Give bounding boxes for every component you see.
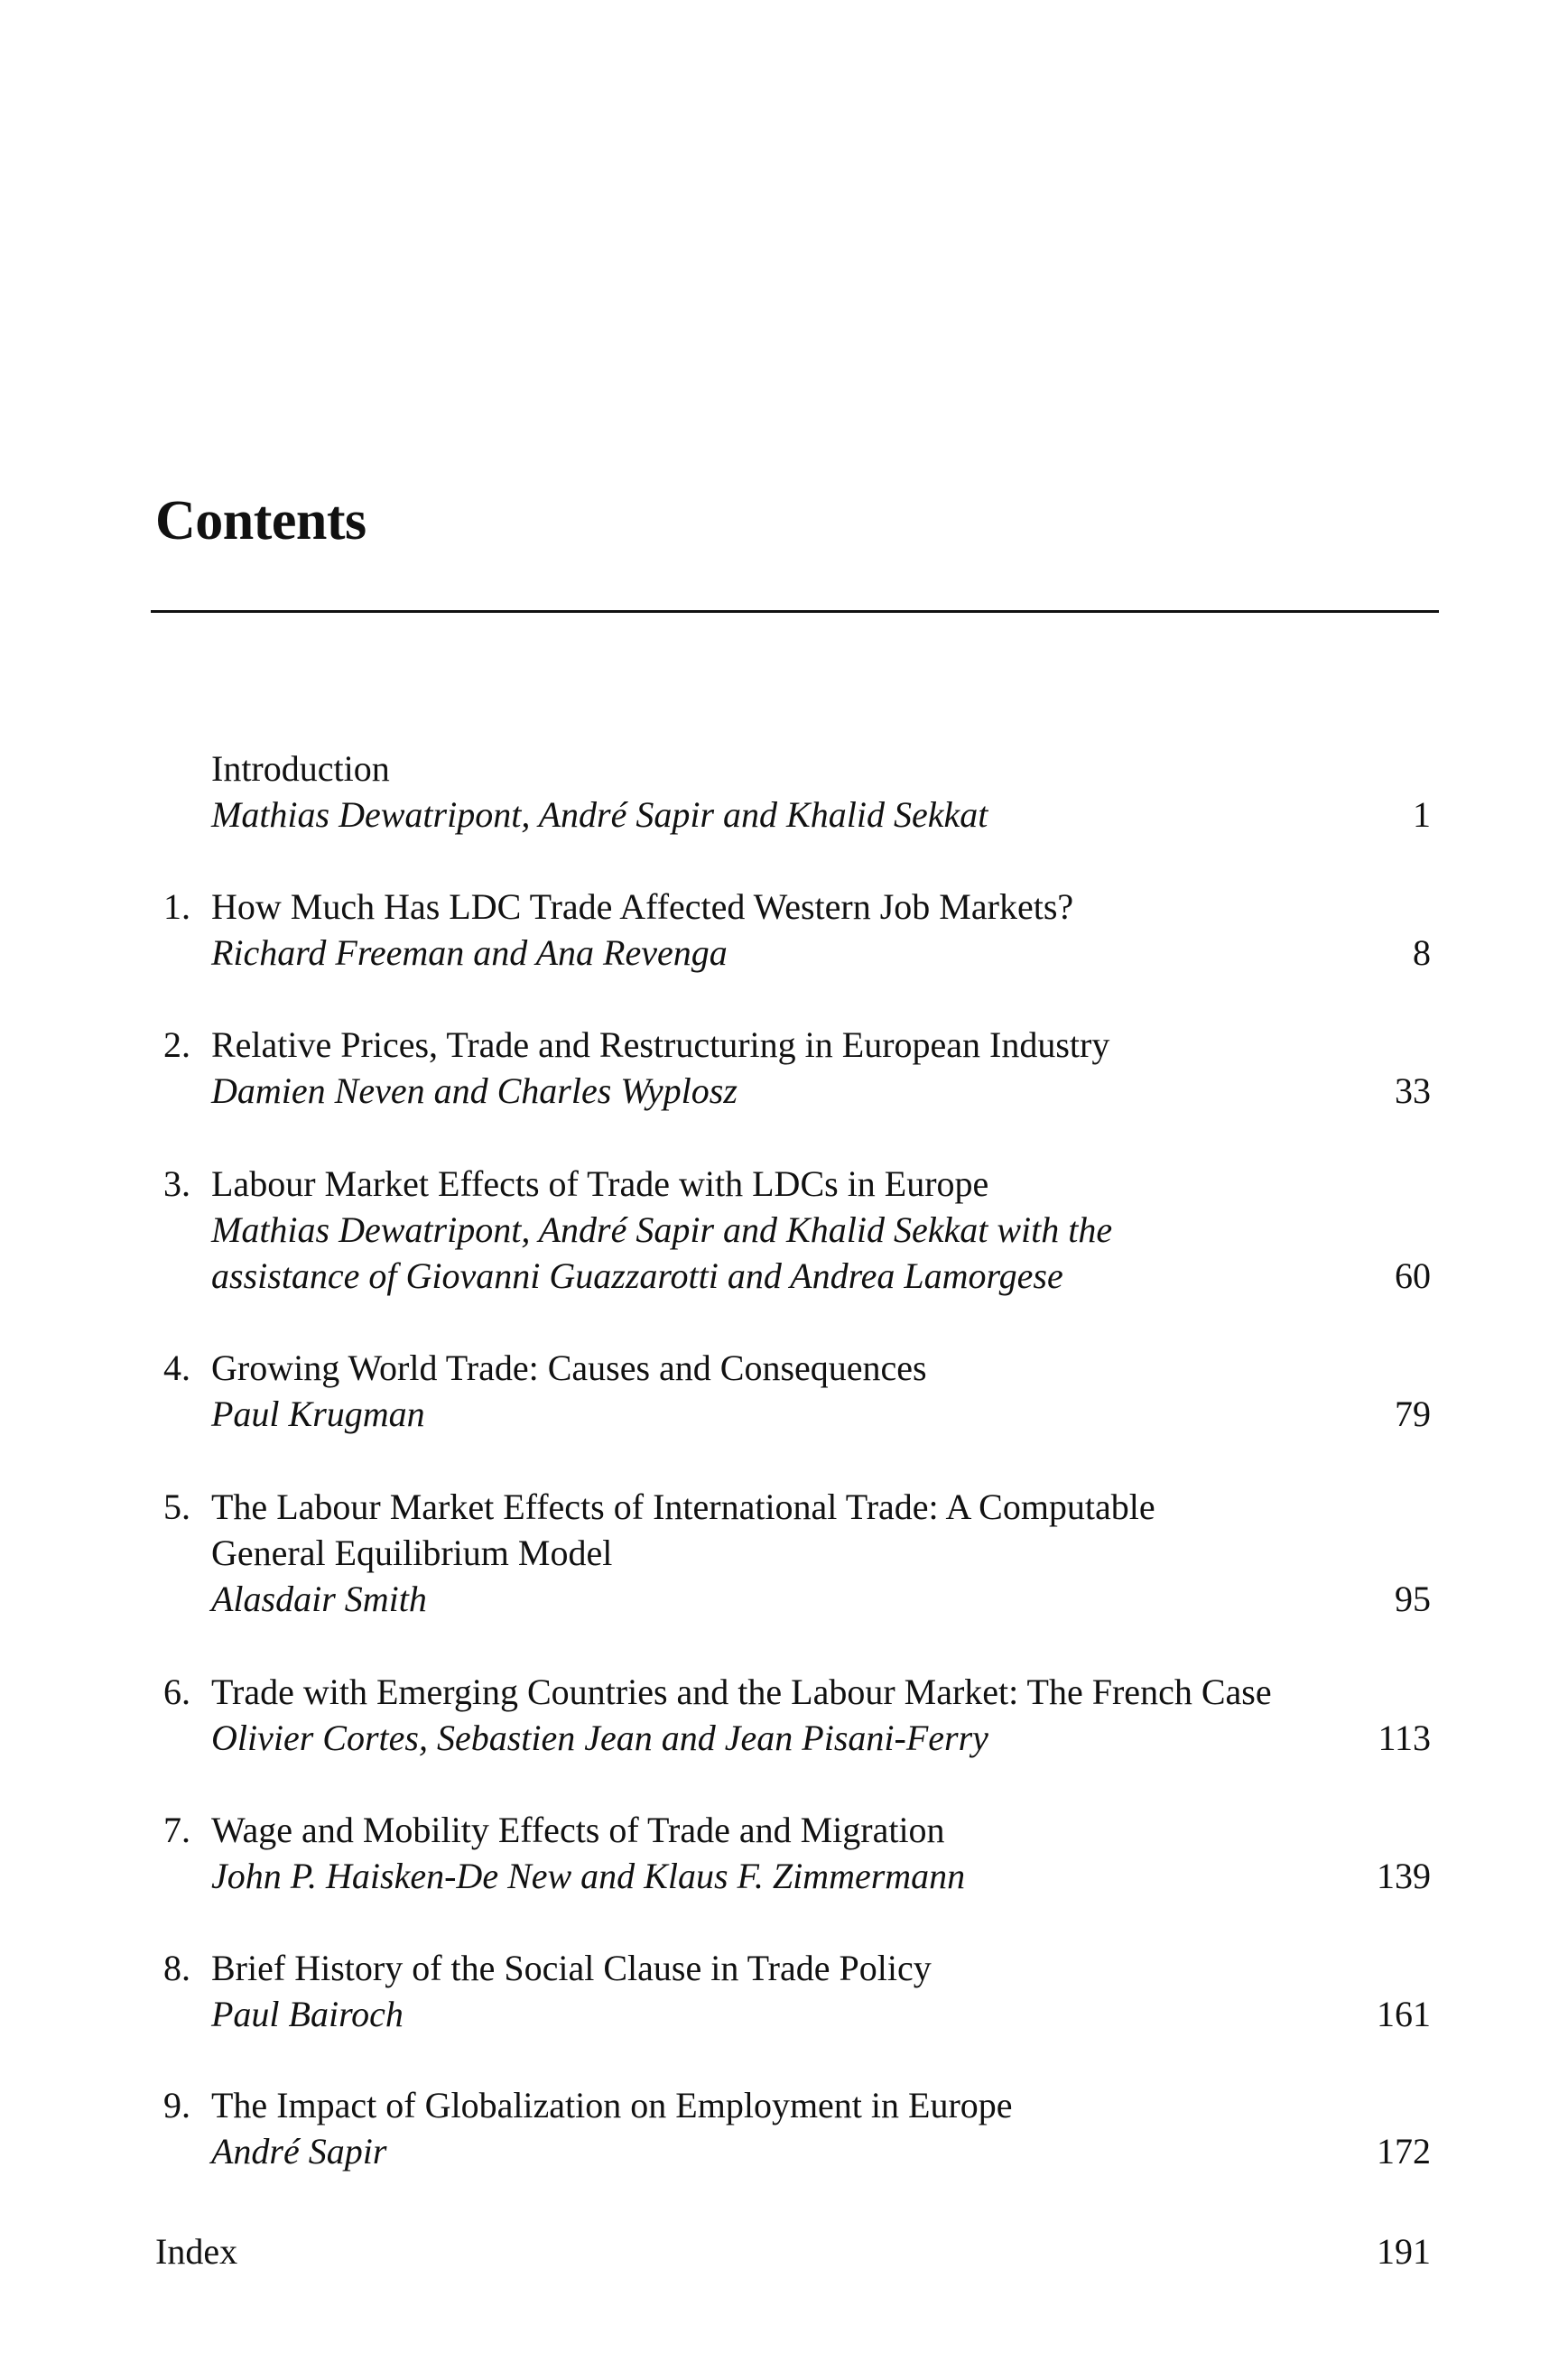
toc-entry-chapter-3[interactable] bbox=[151, 1161, 1431, 1299]
toc-entry-chapter-6[interactable] bbox=[151, 1669, 1431, 1761]
entry-author-line: Mathias Dewatripont, André Sapir and Khalid Sekkat bbox=[211, 794, 988, 835]
toc-entry-chapter-8[interactable] bbox=[151, 1945, 1431, 2037]
entry-author-line: Damien Neven and Charles Wyplosz bbox=[211, 1070, 738, 1111]
entry-title-line: How Much Has LDC Trade Affected Western Job Markets? bbox=[211, 886, 1074, 927]
entry-authors bbox=[211, 792, 1331, 838]
entry-title-line: The Labour Market Effects of International Trade: A Computable bbox=[211, 1486, 1155, 1527]
toc-entry-chapter-1[interactable] bbox=[151, 884, 1431, 976]
entry-authors bbox=[211, 1207, 1331, 1299]
entry-title bbox=[211, 1161, 1331, 1207]
entry-authors bbox=[211, 2128, 1331, 2174]
entry-title bbox=[211, 1345, 1331, 1391]
entry-author-line: Richard Freeman and Ana Revenga bbox=[211, 932, 728, 973]
entry-number: 4. bbox=[163, 1347, 190, 1388]
entry-page-number: 60 bbox=[1395, 1255, 1431, 1296]
entry-page-number: 161 bbox=[1377, 1994, 1431, 2034]
entry-number: 7. bbox=[163, 1810, 190, 1850]
entry-title-line: Relative Prices, Trade and Restructuring in European Industry bbox=[211, 1024, 1110, 1065]
entry-number: 8. bbox=[163, 1948, 190, 1988]
toc-entry-introduction[interactable] bbox=[151, 745, 1431, 838]
entry-title-line: Labour Market Effects of Trade with LDCs in Europe bbox=[211, 1163, 989, 1204]
entry-authors bbox=[211, 1715, 1331, 1761]
entry-title-line: The Impact of Globalization on Employment in Europe bbox=[211, 2085, 1013, 2125]
page-title: Contents bbox=[155, 490, 366, 551]
entry-title-line: General Equilibrium Model bbox=[211, 1533, 613, 1573]
entry-author-line: assistance of Giovanni Guazzarotti and Andrea Lamorgese bbox=[211, 1255, 1063, 1296]
toc-entry-index[interactable] bbox=[151, 2228, 1431, 2274]
entry-page-number: 113 bbox=[1378, 1718, 1431, 1758]
index-page-number: 191 bbox=[1377, 2231, 1431, 2272]
entry-author-line: Paul Krugman bbox=[211, 1394, 425, 1434]
entry-author-line: John P. Haisken-De New and Klaus F. Zimmermann bbox=[211, 1856, 966, 1896]
entry-title-line: Trade with Emerging Countries and the Labour Market: The French Case bbox=[211, 1672, 1272, 1712]
entry-authors bbox=[211, 1068, 1331, 1114]
toc-entry-chapter-4[interactable] bbox=[151, 1345, 1431, 1437]
entry-title bbox=[211, 1484, 1331, 1576]
entry-authors bbox=[211, 1576, 1331, 1622]
toc-entry-chapter-2[interactable] bbox=[151, 1022, 1431, 1114]
entry-number: 1. bbox=[163, 886, 190, 927]
entry-page-number: 8 bbox=[1413, 932, 1431, 973]
toc-entry-chapter-9[interactable] bbox=[151, 2082, 1431, 2174]
entry-title bbox=[211, 1807, 1331, 1853]
entry-title bbox=[211, 2082, 1331, 2128]
entry-title-line: Wage and Mobility Effects of Trade and Migration bbox=[211, 1810, 945, 1850]
entry-authors bbox=[211, 1991, 1331, 2037]
entry-number: 5. bbox=[163, 1486, 190, 1527]
entry-title bbox=[211, 884, 1331, 930]
index-title: Index bbox=[155, 2231, 238, 2272]
entry-number: 2. bbox=[163, 1024, 190, 1065]
entry-title bbox=[211, 1669, 1331, 1715]
entry-title bbox=[211, 1945, 1331, 1991]
entry-page-number: 172 bbox=[1377, 2131, 1431, 2172]
entry-page-number: 1 bbox=[1413, 794, 1431, 835]
title-rule bbox=[151, 610, 1439, 613]
entry-number: 9. bbox=[163, 2085, 190, 2125]
entry-author-line: Mathias Dewatripont, André Sapir and Khalid Sekkat with the bbox=[211, 1209, 1113, 1250]
entry-author-line: Paul Bairoch bbox=[211, 1994, 404, 2034]
entry-page-number: 33 bbox=[1395, 1070, 1431, 1111]
entry-authors bbox=[211, 1853, 1331, 1899]
entry-author-line: André Sapir bbox=[211, 2131, 387, 2172]
entry-author-line: Olivier Cortes, Sebastien Jean and Jean Pisani-Ferry bbox=[211, 1718, 988, 1758]
entry-page-number: 95 bbox=[1395, 1579, 1431, 1619]
entry-authors bbox=[211, 1391, 1331, 1437]
toc-entry-chapter-7[interactable] bbox=[151, 1807, 1431, 1899]
entry-authors bbox=[211, 930, 1331, 976]
entry-number: 3. bbox=[163, 1163, 190, 1204]
entry-title-line: Growing World Trade: Causes and Consequences bbox=[211, 1347, 927, 1388]
entry-page-number: 139 bbox=[1377, 1856, 1431, 1896]
entry-title bbox=[211, 745, 1331, 792]
entry-author-line: Alasdair Smith bbox=[211, 1579, 427, 1619]
entry-title-line: Introduction bbox=[211, 748, 390, 789]
toc-entry-chapter-5[interactable] bbox=[151, 1484, 1431, 1622]
entry-number: 6. bbox=[163, 1672, 190, 1712]
entry-page-number: 79 bbox=[1395, 1394, 1431, 1434]
entry-title bbox=[211, 1022, 1331, 1068]
entry-title-line: Brief History of the Social Clause in Trade Policy bbox=[211, 1948, 932, 1988]
